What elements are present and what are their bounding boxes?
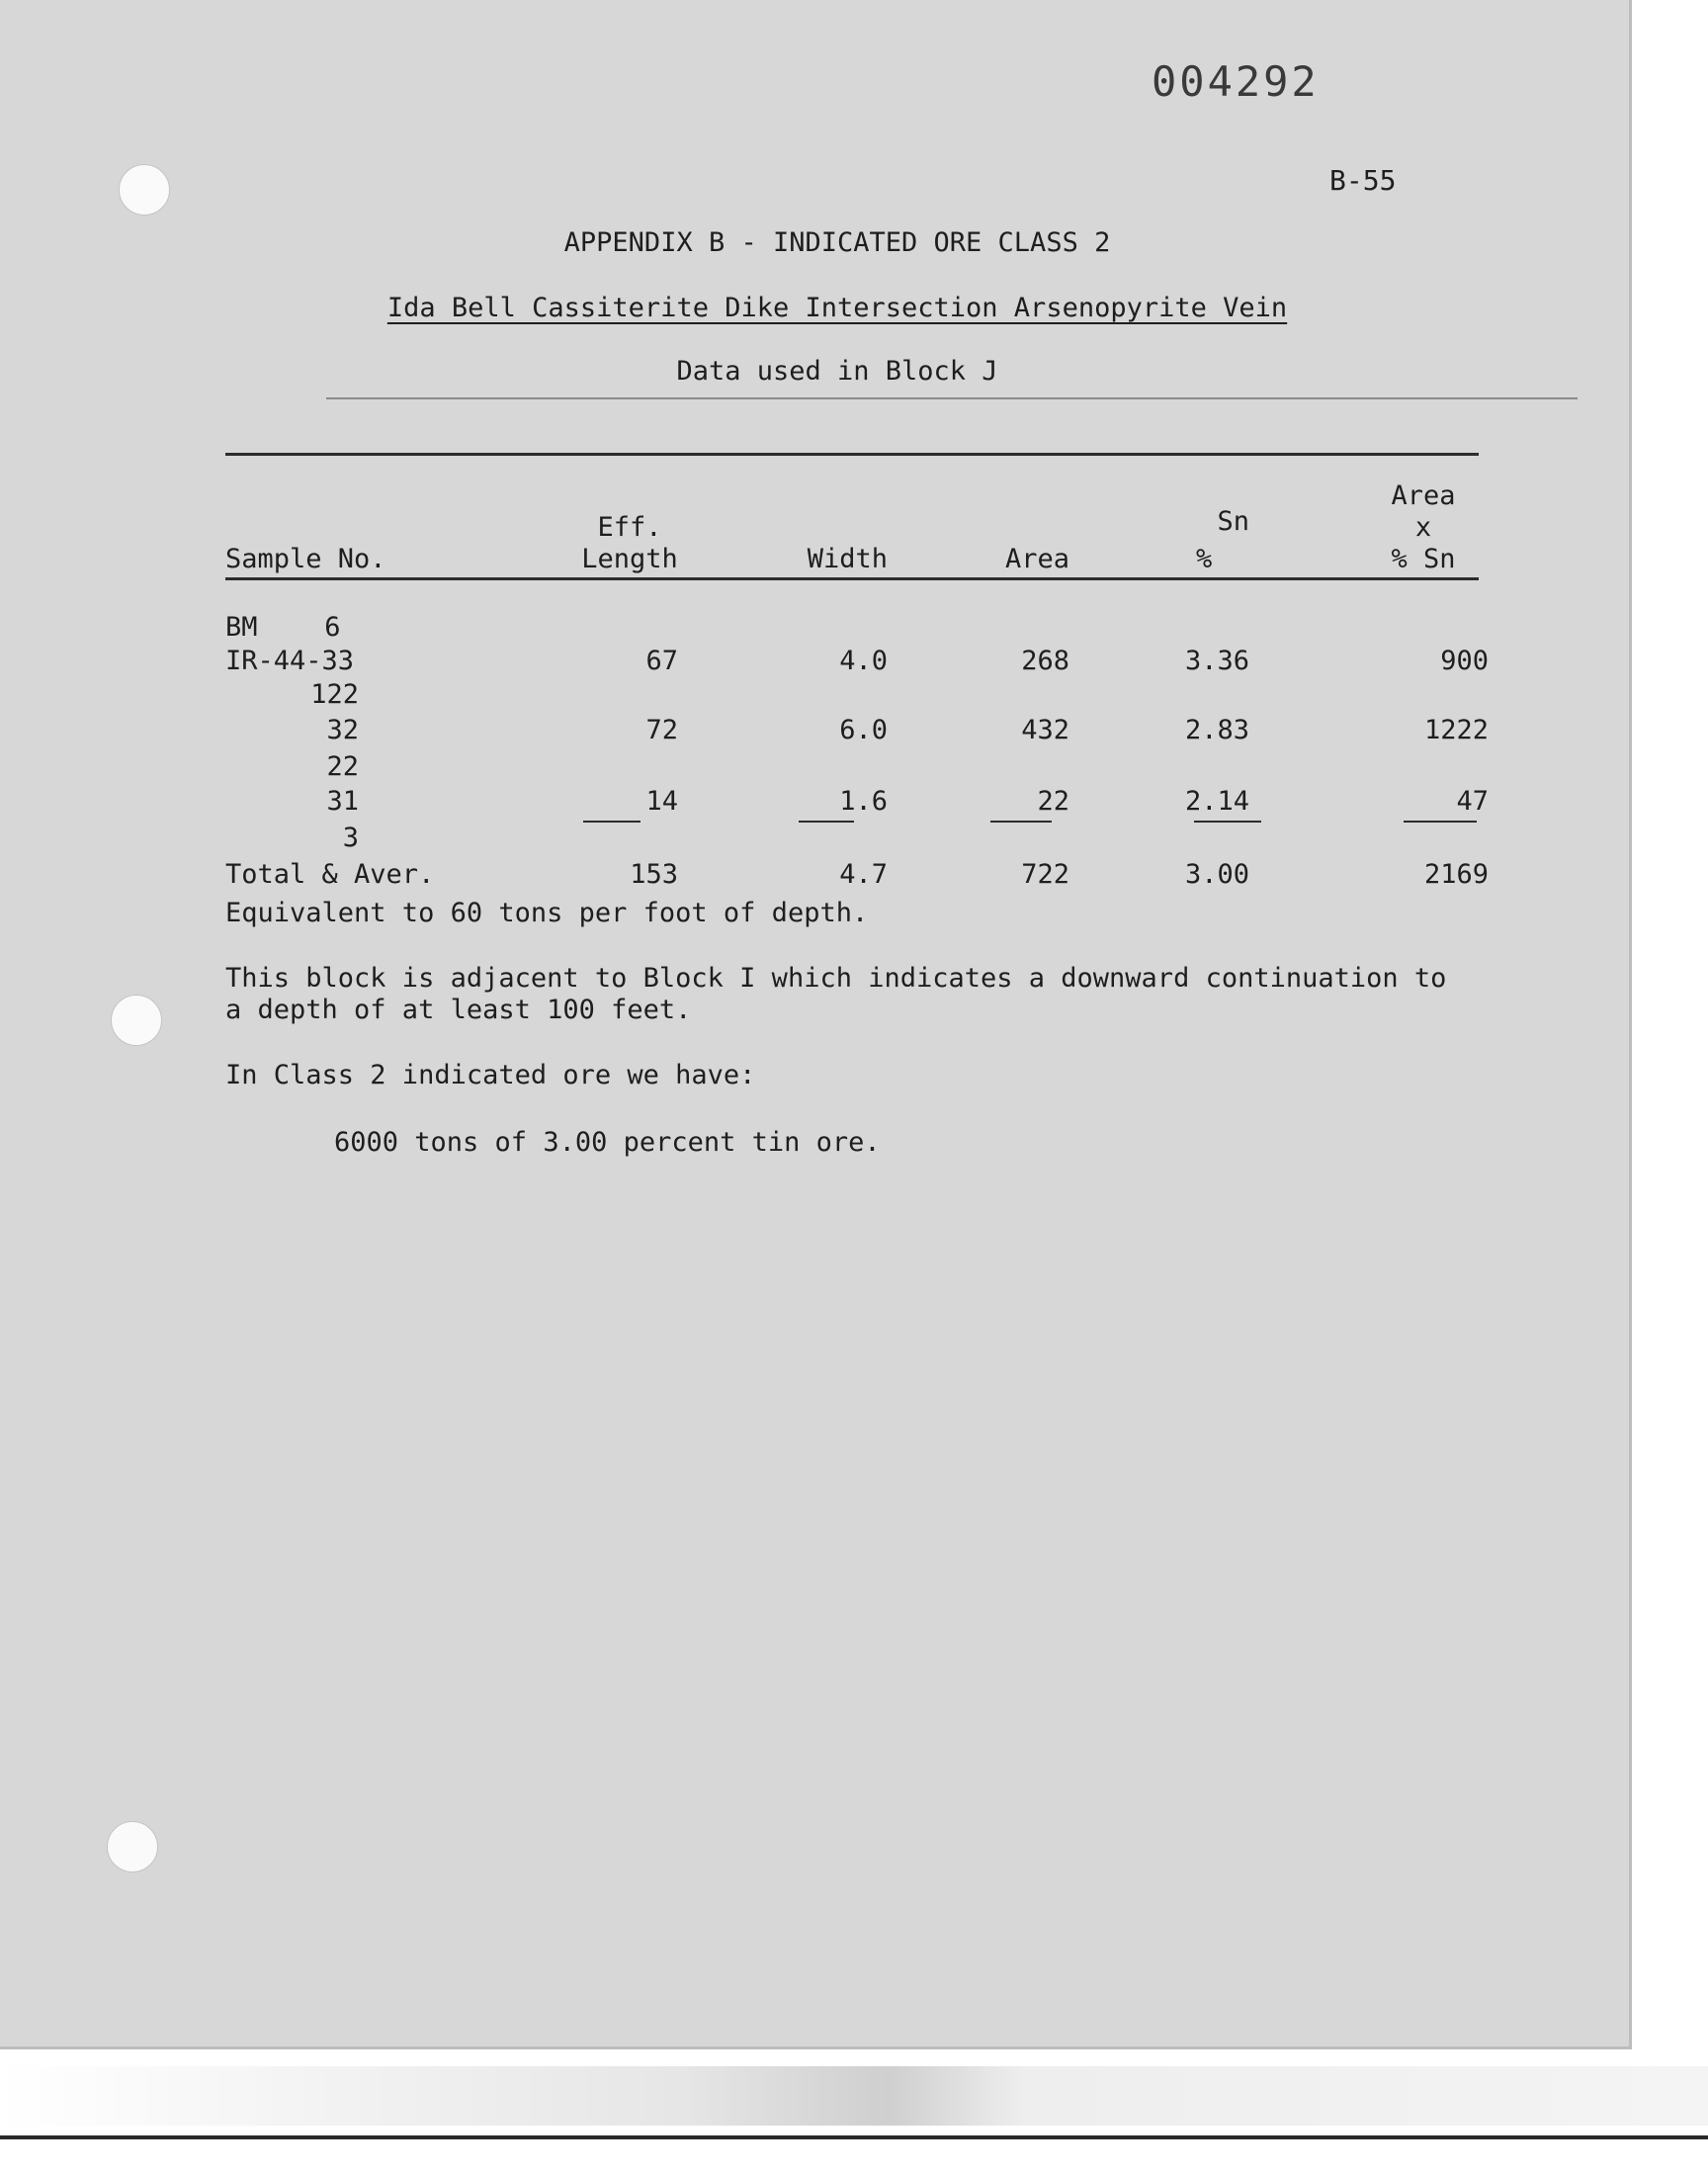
class2-intro: In Class 2 indicated ore we have: — [225, 1060, 756, 1090]
page-number: B-55 — [1329, 164, 1397, 197]
table-row — [225, 781, 1489, 819]
scan-bottom-strip — [0, 2066, 1708, 2126]
cell-area-x-sn — [1249, 611, 1489, 645]
punch-hole — [111, 995, 162, 1046]
header-eff: Eff. — [597, 512, 662, 543]
header-area-x-sn-2: x — [1414, 512, 1432, 543]
cell-sn-percent: 3.36 — [1184, 646, 1249, 676]
total-sn-percent: 3.00 — [1184, 859, 1249, 890]
header-percent: % — [1196, 544, 1213, 574]
total-width: 4.7 — [839, 859, 888, 890]
cell-area: 432 — [1021, 715, 1069, 745]
total-area-x-sn: 2169 — [1423, 859, 1489, 890]
header-area-x-sn — [1249, 465, 1489, 575]
sum-rule-sn — [1194, 821, 1261, 823]
scan-bottom-edge — [0, 2135, 1708, 2139]
sample-label: BM — [225, 612, 258, 643]
cell-sn-percent — [1069, 747, 1249, 781]
table-row — [225, 819, 1489, 852]
sample-sub-number: 31 — [326, 786, 359, 817]
cell-area: 22 — [1037, 786, 1069, 817]
sum-rule-width — [799, 821, 854, 823]
header-sn: Sn — [1217, 506, 1249, 537]
cell-length — [581, 611, 678, 645]
sample-sub-number: 122 — [310, 679, 359, 710]
cell-length — [581, 819, 678, 852]
table-header-row — [225, 465, 1489, 575]
cell-area-x-sn: 900 — [1440, 646, 1489, 676]
table-total-row — [225, 852, 1489, 892]
total-area: 722 — [1021, 859, 1069, 890]
sample-sub-number: 32 — [326, 715, 359, 745]
cell-length — [581, 747, 678, 781]
header-area: Area — [1004, 544, 1069, 574]
cell-sn-percent: 2.83 — [1184, 715, 1249, 745]
cell-area-x-sn — [1249, 747, 1489, 781]
cell-length: 67 — [645, 646, 678, 676]
header-width: Width — [807, 544, 888, 574]
header-sample-no: Sample No. — [225, 544, 386, 574]
table-row — [225, 712, 1489, 747]
header-length: Length — [581, 544, 678, 574]
cell-area — [888, 611, 1069, 645]
sample-label: IR-44-33 — [225, 646, 355, 676]
cell-area-x-sn — [1249, 678, 1489, 712]
sum-rule-area — [990, 821, 1052, 823]
sample-sub-number: 22 — [326, 751, 359, 782]
table-row — [225, 611, 1489, 645]
header-area-x-sn-1: Area — [1391, 480, 1456, 511]
adjacent-note-line-1: This block is adjacent to Block I which indicates a downward continuation to — [225, 963, 1447, 994]
cell-area — [888, 678, 1069, 712]
header-area-x-sn-3: % Sn — [1391, 544, 1456, 574]
appendix-title: APPENDIX B - INDICATED ORE CLASS 2 — [563, 227, 1111, 258]
document-subtitle: Ida Bell Cassiterite Dike Intersection Arsenopyrite Vein — [386, 293, 1288, 323]
header-eff-length — [581, 465, 678, 575]
punch-hole — [119, 164, 170, 216]
table-row — [225, 678, 1489, 712]
table-row — [225, 747, 1489, 781]
caption-rule — [326, 397, 1578, 399]
header-sn-percent — [1069, 465, 1249, 575]
cell-width — [678, 611, 888, 645]
cell-sn-percent: 2.14 — [1184, 786, 1249, 817]
cell-width: 6.0 — [839, 715, 888, 745]
ore-data-table — [225, 465, 1489, 892]
table-row — [225, 645, 1489, 678]
cell-width: 4.0 — [839, 646, 888, 676]
table-caption: Data used in Block J — [676, 356, 998, 387]
sum-rule-length — [583, 821, 640, 823]
equivalent-note: Equivalent to 60 tons per foot of depth. — [225, 898, 869, 928]
cell-length — [581, 678, 678, 712]
cell-area-x-sn: 47 — [1456, 786, 1489, 817]
punch-hole — [107, 1821, 158, 1872]
cell-area-x-sn — [1249, 819, 1489, 852]
document-number: 004292 — [1152, 57, 1320, 106]
cell-area — [888, 819, 1069, 852]
cell-area: 268 — [1021, 646, 1069, 676]
table-top-rule — [225, 453, 1479, 456]
total-length: 153 — [630, 859, 678, 890]
cell-width — [678, 678, 888, 712]
cell-area — [888, 747, 1069, 781]
cell-width — [678, 819, 888, 852]
class2-result: 6000 tons of 3.00 percent tin ore. — [334, 1127, 881, 1158]
adjacent-note-line-2: a depth of at least 100 feet. — [225, 995, 692, 1025]
cell-width: 1.6 — [839, 786, 888, 817]
cell-width — [678, 747, 888, 781]
cell-sn-percent — [1069, 678, 1249, 712]
sample-sub-number: 6 — [324, 612, 341, 643]
cell-area-x-sn: 1222 — [1423, 715, 1489, 745]
sample-sub-number: 3 — [342, 823, 359, 853]
total-label: Total & Aver. — [225, 859, 435, 890]
cell-sn-percent — [1069, 611, 1249, 645]
cell-length: 72 — [645, 715, 678, 745]
sum-rule-area-x-sn — [1404, 821, 1477, 823]
cell-sn-percent — [1069, 819, 1249, 852]
cell-length: 14 — [645, 786, 678, 817]
